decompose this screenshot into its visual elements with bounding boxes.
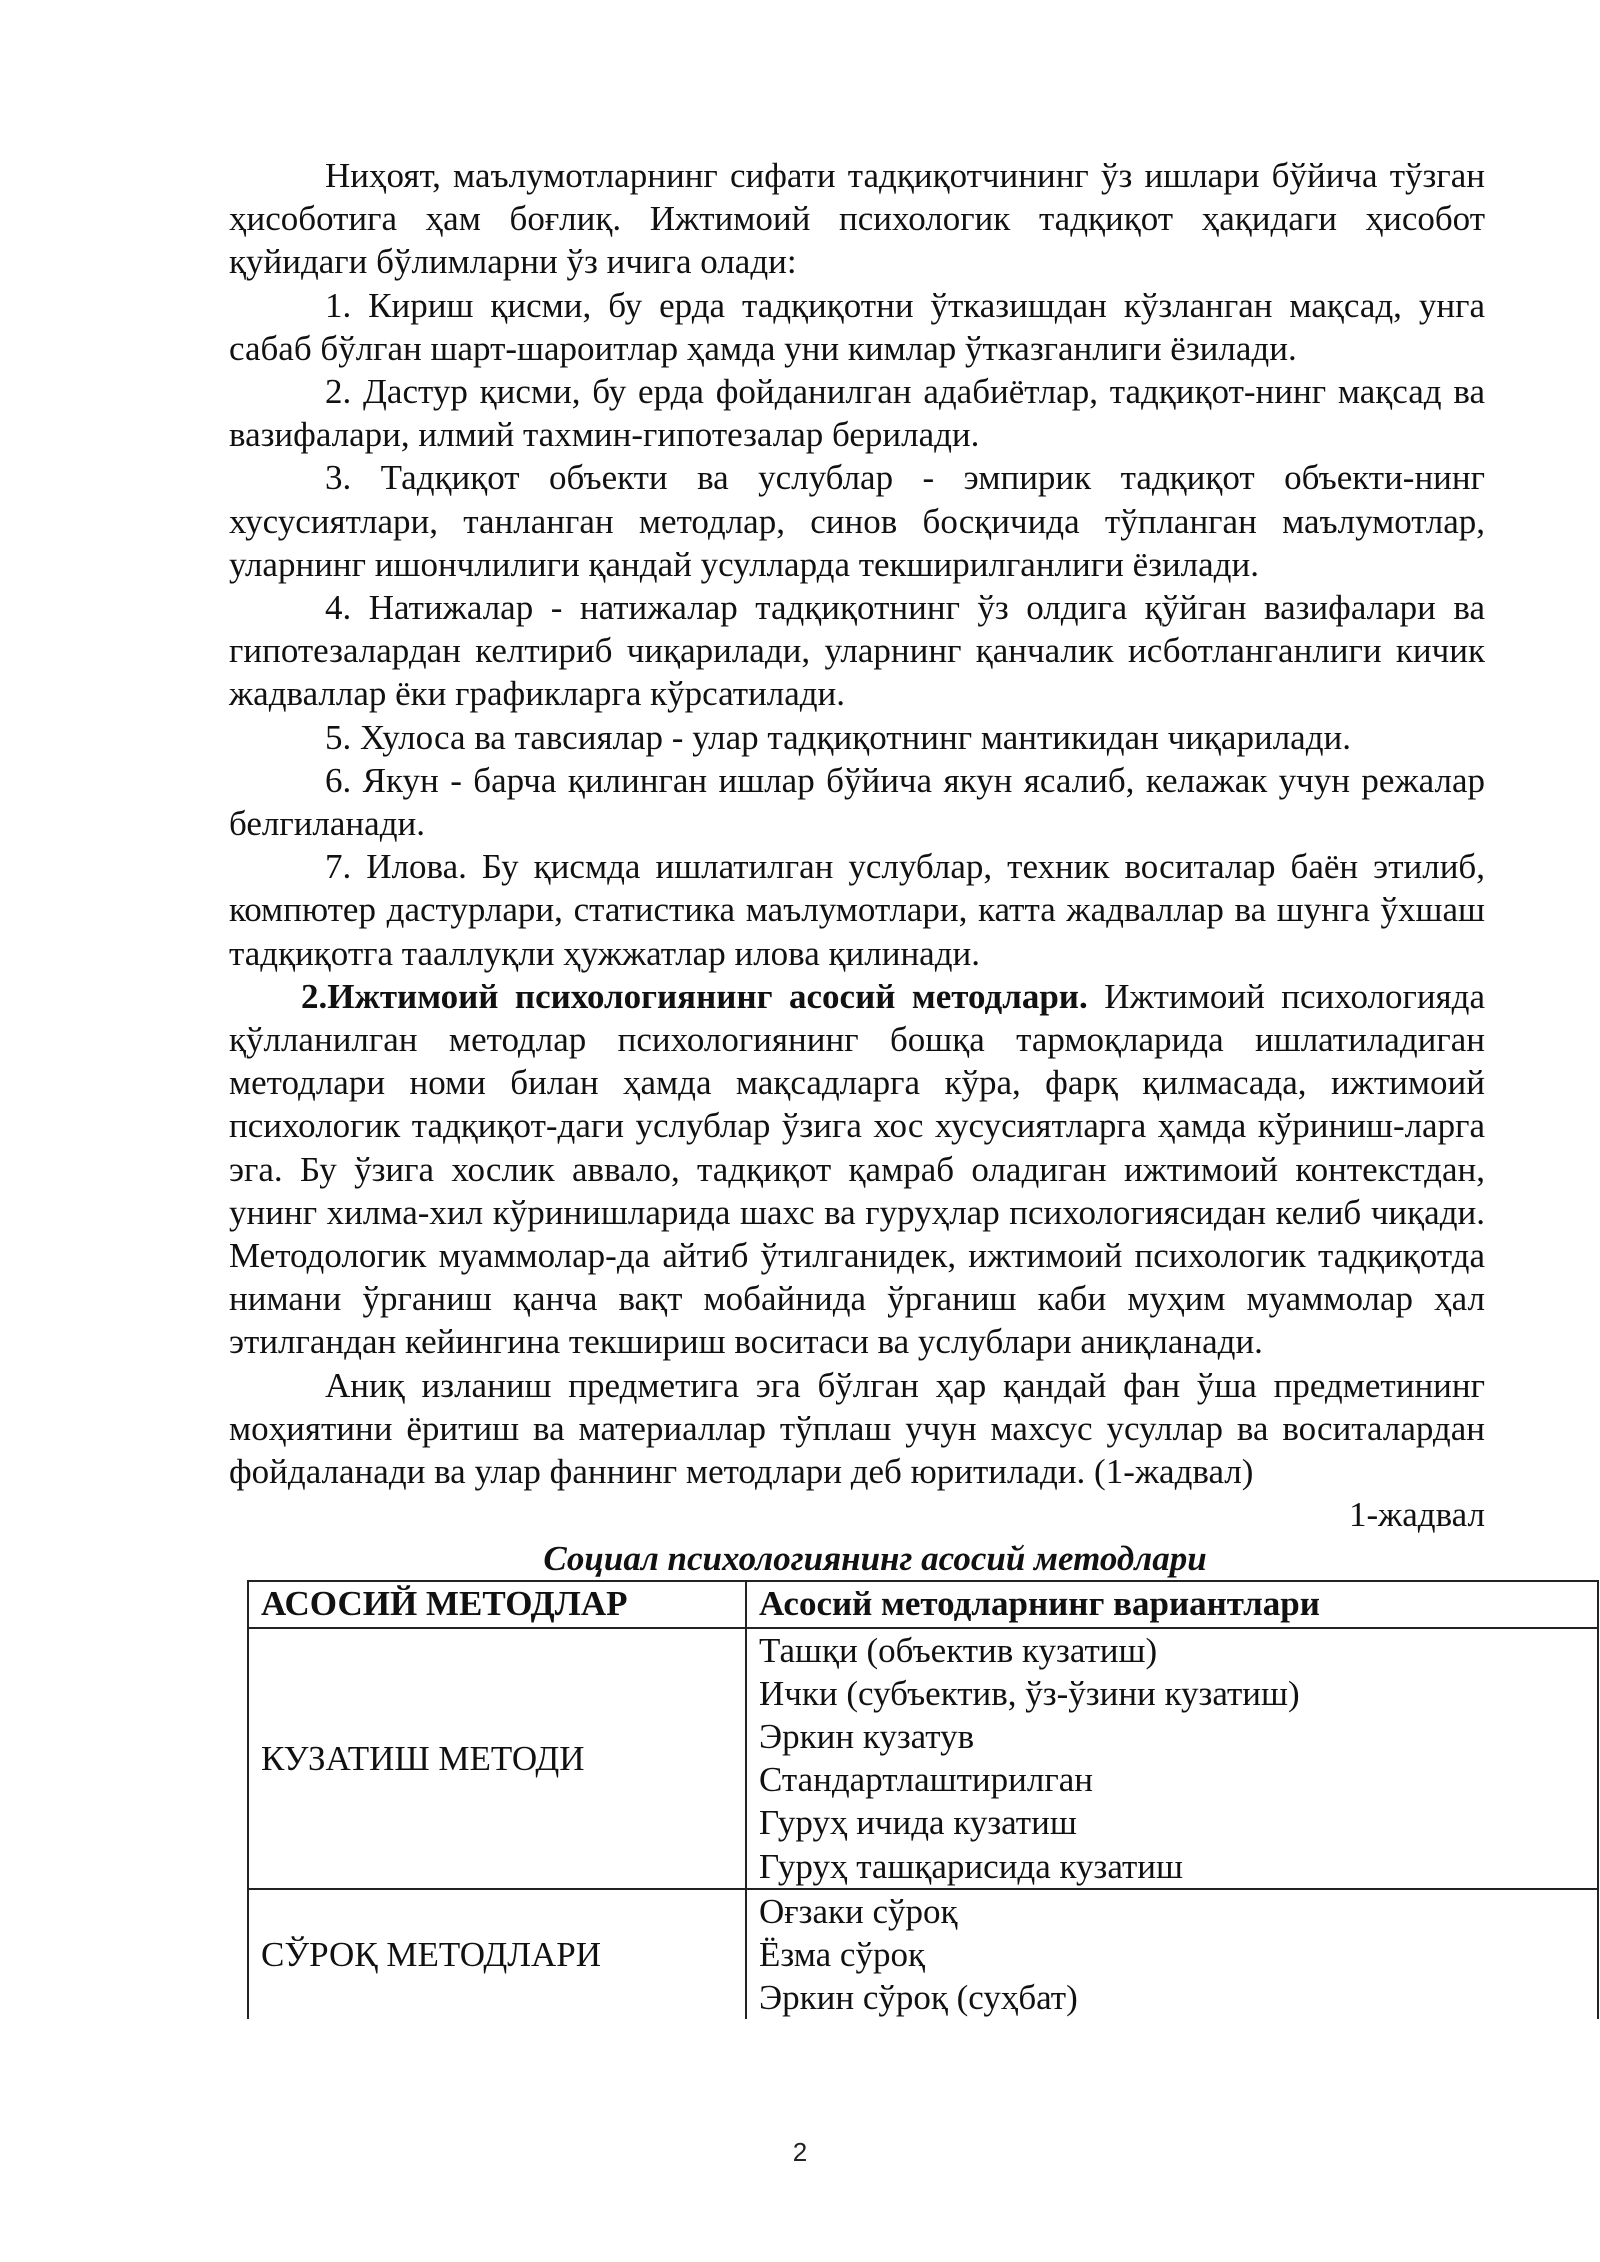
table-header-methods: АСОСИЙ МЕТОДЛАР <box>248 1581 746 1628</box>
variant-item: Оғзаки сўроқ <box>759 1891 958 1931</box>
method-cell: КУЗАТИШ МЕТОДИ <box>248 1628 746 1889</box>
variant-item: Эркин сўроқ (суҳбат) <box>759 1978 1078 2018</box>
list-item-1: 1. Кириш қисми, бу ерда тадқиқотни ўтказишдан кўзланган мақсад, унга сабаб бўлган шарт-шароитлар ҳамда уни кимлар ўтказганлиги ёзилади. <box>229 285 1485 368</box>
variant-item: Стандартлаштирилган <box>759 1760 1093 1800</box>
page-number: 2 <box>792 2137 808 2167</box>
list-item-6: 6. Якун - барча қилинган ишлар бўйича якун ясалиб, келажак учун режалар белгиланади. <box>229 760 1485 844</box>
method-cell: СЎРОҚ МЕТОДЛАРИ <box>248 1889 746 2020</box>
methods-table <box>247 1580 1599 2020</box>
table-label: 1-жадвал <box>1348 1495 1485 1535</box>
list-item-3: 3. Тадқиқот объекти ва услублар - эмпирик тадқиқот объекти-нинг хусусиятлари, танланган методлар, синов босқичида тўпланган маълумотлар, уларнинг ишончлилиги қандай усулларда текширилганлиги ёзилади. <box>229 458 1485 584</box>
table-title: Социал психологиянинг асосий методлари <box>543 1538 1207 1578</box>
paragraph-section-2 <box>229 975 1485 1364</box>
variant-item: Ички (субъектив, ўз-ўзини кузатиш) <box>759 1673 1300 1713</box>
table-row <box>248 1889 1598 2020</box>
variant-item: Эркин кузатув <box>759 1716 975 1756</box>
document-page <box>229 154 1485 2019</box>
variant-item: Ташқи (объектив кузатиш) <box>759 1630 1158 1670</box>
variants-cell <box>746 1889 1598 2020</box>
table-row <box>248 1628 1598 1889</box>
list-item-4: 4. Натижалар - натижалар тадқиқотнинг ўз олдига қўйган вазифалари ва гипотезалардан келтириб чиқарилади, уларнинг қанчалик исботланганлиги кичик жадваллар ёки графикларга кўрсатилади. <box>229 588 1485 714</box>
variant-item: Гуруҳ ичида кузатиш <box>759 1803 1077 1843</box>
section-heading: 2.Ижтимоий психологиянинг асосий методлари. <box>301 976 1088 1016</box>
paragraph-intro: Ниҳоят, маълумотларнинг сифати тадқиқотчининг ўз ишлари бўйича тўзган ҳисоботига ҳам боғлиқ. Ижтимоий психологик тадқиқот ҳақидаги ҳисобот қуйидаги бўлимларни ўз ичига олади: <box>229 156 1485 282</box>
variant-item: Ёзма сўроқ <box>759 1934 925 1974</box>
table-header-row <box>248 1581 1598 1628</box>
variant-item: Гуруҳ ташқарисида кузатиш <box>759 1846 1183 1886</box>
section-text: Ижтимоий психологияда қўлланилган методлар психологиянинг бошқа тармоқларида ишлатиладиган методлари номи билан ҳамда мақсадларга кўра, фарқ қилмасада, ижтимоий психологик тадқиқот-даги услублар ўзига хос хусусиятларга ҳамда кўриниш-ларга эга. Бу ўзига хослик аввало, тадқиқот қамраб оладиган ижтимоий контекстдан, унинг хилма-хил кўринишларида шахс ва гуруҳлар психологиясидан келиб чиқади. Методологик муаммолар-да айтиб ўтилганидек, ижтимоий психологик тадқиқотда нимани ўрганиш қанча вақт мобайнида ўрганиш каби муҳим муаммолар ҳал этилгандан кейингина текшириш воситаси ва услублари аниқланади. <box>229 976 1485 1362</box>
list-item-5: 5. Хулоса ва тавсиялар - улар тадқиқотнинг мантикидан чиқарилади. <box>325 717 1351 757</box>
list-item-7: 7. Илова. Бу қисмда ишлатилган услублар, техник воситалар баён этилиб, компютер дастурлари, статистика маълумотлари, катта жадваллар ва шунга ўхшаш тадқиқотга тааллуқли ҳужжатлар илова қилинади. <box>229 847 1485 973</box>
paragraph-methods: Аниқ изланиш предметига эга бўлган ҳар қандай фан ўша предметининг моҳиятини ёритиш ва материаллар тўплаш учун махсус усуллар ва воситалардан фойдаланади ва улар фаннинг методлари деб юритилади. (1-жадвал) <box>229 1365 1485 1492</box>
table-header-variants: Асосий методларнинг вариантлари <box>746 1581 1598 1628</box>
variants-cell <box>746 1628 1598 1889</box>
list-item-2: 2. Дастур қисми, бу ерда фойданилган адабиётлар, тадқиқот-нинг мақсад ва вазифалари, илмий тахмин-гипотезалар берилади. <box>229 372 1485 455</box>
